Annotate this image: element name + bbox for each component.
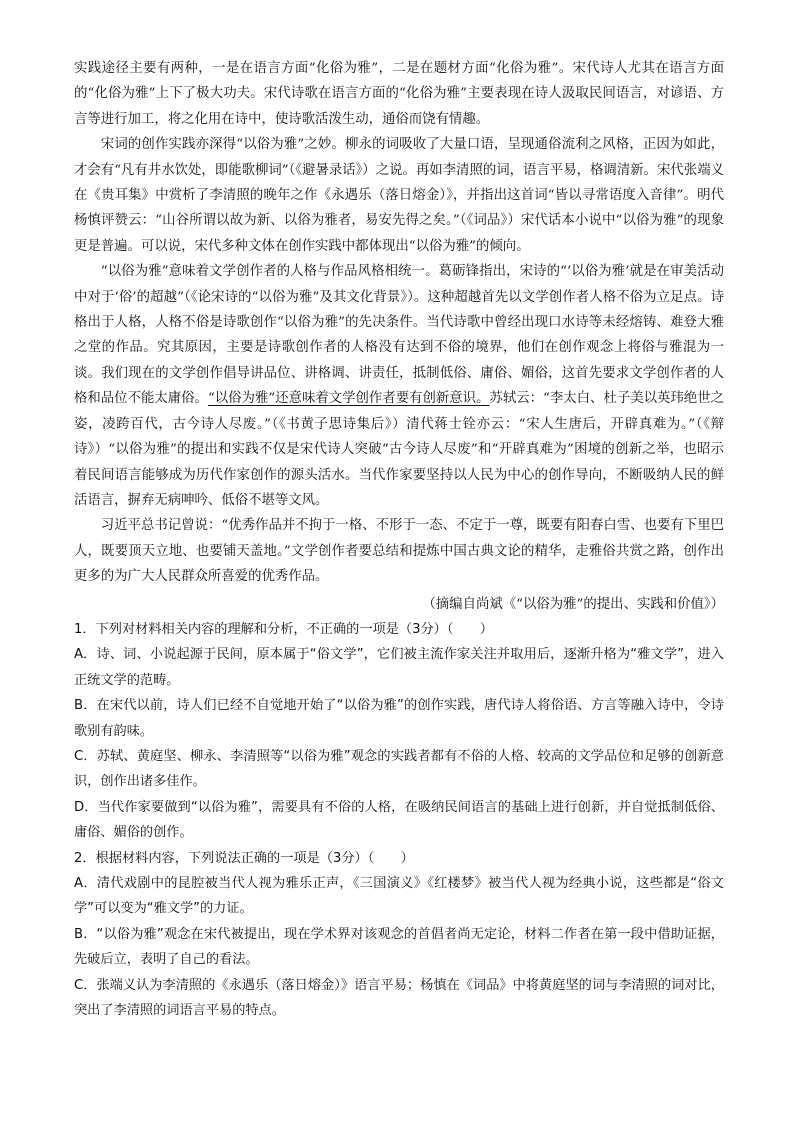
question-stem: 1．下列对材料相关内容的理解和分析，不正确的一项是（3分）（ ） [74,621,493,637]
question-1 [74,617,724,846]
paragraph-3-text-b: 苏轼云：“李太白、杜子美以英玮绝世之姿，凌跨百代，古今诗人尽废。”（《书黄子思诗集后》）清代蒋士铨亦云：“宋人生唐后，开辟真难为。”（《辩诗》）“以俗为雅”的提出和实践不仅是宋代诗人突破“古今诗人尽废”和“开辟真难为”困境的创新之举，也昭示着民间语言能够成为历代作家创作的源头活水。当代作家要坚持以人民为中心的创作导向，不断吸纳人民的鲜活语言，摒弃无病呻吟、低俗不堪等文风。 [74,391,724,508]
passage-paragraph-2: 宋词的创作实践亦深得“以俗为雅”之妙。柳永的词吸收了大量口语，呈现通俗流利之风格，正因为如此，才会有“凡有井水饮处，即能歌柳词”（《避暑录话》）之说。再如李清照的词，语言平易，格调清新。宋代张端义在《贵耳集》中赏析了李清照的晚年之作《永遇乐（落日熔金）》，并指出这首词“皆以寻常语度入音律”。明代杨慎评赞云：“山谷所谓以故为新、以俗为雅者，易安先得之矣。”（《词品》）宋代话本小说中“以俗为雅”的现象更是普遍。可以说，宋代多种文体在创作实践中都体现出“以俗为雅”的倾向。 [74,137,724,254]
passage-source: （摘编自尚斌《“以俗为雅”的提出、实践和价值》） [422,596,724,612]
option-c: C．张端义认为李清照的《永遇乐（落日熔金）》语言平易；杨慎在《词品》中将黄庭坚的词与李清照的词对比，突出了李清照的词语言平易的特点。 [74,977,724,1019]
option-b: B．“以俗为雅”观念在宋代被提出，现在学术界对该观念的首倡者尚无定论，材料二作者在第一段中借助证据，先破后立，表明了自己的看法。 [74,926,724,968]
option-d: D．当代作家要做到“以俗为雅”，需要具有不俗的人格，在吸纳民间语言的基础上进行创新，并自觉抵制低俗、庸俗、媚俗的创作。 [74,799,724,841]
option-a: A．清代戏剧中的昆腔被当代人视为雅乐正声，《三国演义》《红楼梦》被当代人视为经典小说，这些都是“俗文学”可以变为“雅文学”的力证。 [74,876,724,917]
underlined-sentence: “以俗为雅”还意味着文学创作者要有创新意识。 [207,391,490,407]
passage-paragraph-1: 实践途径主要有两种，一是在语言方面“化俗为雅”，二是在题材方面“化俗为雅”。宋代诗人尤其在语言方面的“化俗为雅”上下了极大功夫。宋代诗歌在语言方面的“化俗为雅”主要表现在诗人汲取民间语言，对谚语、方言等进行加工，将之化用在诗中，使诗歌活泼生动，通俗而饶有情趣。 [74,61,724,127]
paragraph-3-text-a: “以俗为雅”意味着文学创作者的人格与作品风格相统一。葛砺锋指出，宋诗的“‘以俗为雅’就是在审美活动中对于‘俗’的超越”（《论宋诗的“以俗为雅”及其文化背景》）。这种超越首先以文学创作者人格不俗为立足点。诗格出于人格，人格不俗是诗歌创作“以俗为雅”的先决条件。当代诗歌中曾经出现口水诗等未经熔铸、难登大雅之堂的作品。究其原因，主要是诗歌创作者的人格没有达到不俗的境界，他们在创作观念上将俗与雅混为一谈。我们现在的文学创作倡导讲品位、讲格调、讲责任，抵制低俗、庸俗、媚俗，这首先要求文学创作者的人格和品位不能太庸俗。 [74,264,724,407]
option-c: C．苏轼、黄庭坚、柳永、李清照等“以俗为雅”观念的实践者都有不俗的人格、较高的文学品位和足够的创新意识，创作出诸多佳作。 [74,748,724,790]
question-2 [74,846,724,1024]
option-b: B．在宋代以前，诗人们已经不自觉地开始了“以俗为雅”的创作实践，唐代诗人将俗语、方言等融入诗中，令诗歌别有韵味。 [74,698,724,739]
passage-paragraph-3 [74,259,724,513]
passage-paragraph-4: 习近平总书记曾说：“优秀作品并不拘于一格、不形于一态、不定于一尊，既要有阳春白雪、也要有下里巴人，既要顶天立地、也要铺天盖地。”文学创作者要总结和提炼中国古典文论的精华，走雅俗共赏之路，创作出更多的为广大人民群众所喜爱的优秀作品。 [74,518,724,585]
question-stem: 2．根据材料内容，下列说法正确的一项是（3分）（ ） [74,850,414,866]
exam-page [74,56,724,1023]
option-a: A．诗、词、小说起源于民间，原本属于“俗文学”，它们被主流作家关注并取用后，逐渐升格为“雅文学”，进入正统文学的范畴。 [74,647,724,688]
